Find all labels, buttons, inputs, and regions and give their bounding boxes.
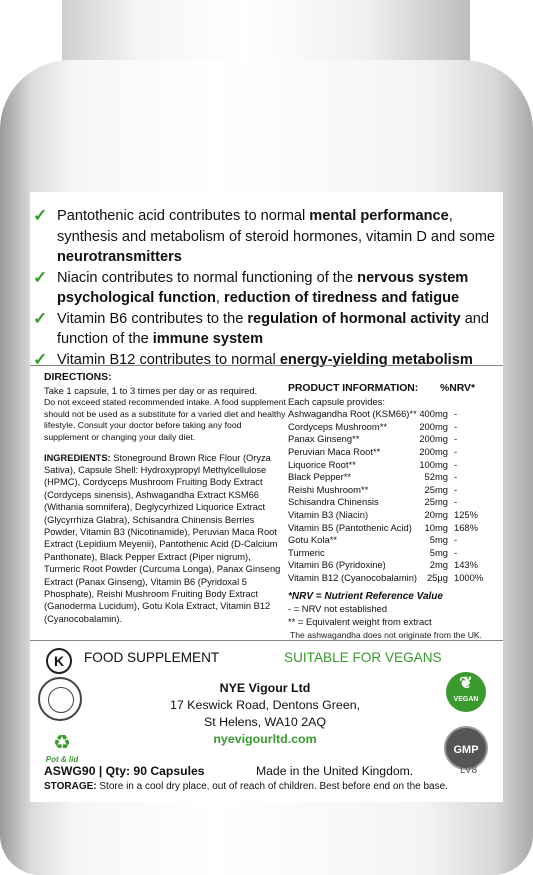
- food-supplement-row: [44, 648, 494, 670]
- benefit-item: ✓ Niacin contributes to normal functioning of the nervous system psychological function, reduction of tiredness and fatigue: [33, 267, 469, 306]
- ingredient-amount: 10mg: [424, 521, 448, 533]
- ingredient-amount: 200mg: [419, 445, 448, 457]
- ingredient-nrv: -: [454, 471, 458, 483]
- ingredient-name: Ashwagandha Root (KSM66)**: [288, 408, 417, 420]
- leaf-icon: ❦: [459, 675, 473, 692]
- vegan-badge-icon: ❦ VEGAN: [446, 672, 486, 712]
- ingredient-name: Turmeric: [288, 546, 325, 558]
- ingredient-amount: 52mg: [424, 471, 448, 483]
- checkmark-icon: ✓: [33, 206, 48, 225]
- ingredient-amount: 20mg: [424, 508, 448, 520]
- divider: [30, 365, 503, 366]
- ingredient-row: [288, 534, 503, 547]
- company-website: nyevigourltd.com: [213, 732, 317, 746]
- directions-ingredients: [44, 372, 288, 625]
- recycle-icon: ♻ Pot & lid: [40, 730, 84, 764]
- ingredient-amount: 25mg: [424, 483, 448, 495]
- product-info-subheading: Each capsule provides:: [288, 395, 385, 407]
- ingredient-nrv: -: [454, 433, 458, 445]
- ingredient-amount: 5mg: [429, 546, 448, 558]
- ingredient-nrv: -: [454, 483, 458, 495]
- nrv-note: *NRV = Nutrient Reference Value: [288, 590, 443, 602]
- ingredient-nrv: 1000%: [454, 571, 484, 583]
- ingredient-name: Vitamin B5 (Pantothenic Acid): [288, 521, 412, 533]
- sku-label: ASWG90 | Qty: 90 Capsules: [44, 764, 205, 778]
- pot-lid-label: Pot & lid: [45, 755, 79, 764]
- ingredient-name: Liquorice Root**: [288, 458, 356, 470]
- kosher-icon: K: [46, 648, 72, 674]
- ingredient-amount: 400mg: [419, 408, 448, 420]
- divider: [30, 640, 503, 641]
- company-address-1: 17 Keswick Road, Dentons Green,: [169, 698, 361, 712]
- nrv-note-2: ** = Equivalent weight from extract: [288, 615, 432, 627]
- ingredient-amount: 5mg: [429, 534, 448, 546]
- ingredient-name: Schisandra Chinensis: [288, 496, 379, 508]
- ingredient-name: Vitamin B6 (Pyridoxine): [288, 559, 386, 571]
- benefit-item: ✓ Vitamin B6 contributes to the regulation of hormonal activity and function of the immune system: [33, 308, 490, 347]
- product-label: [30, 192, 503, 802]
- ingredient-nrv: -: [454, 420, 458, 432]
- ingredient-nrv: -: [454, 534, 458, 546]
- ingredient-amount: 200mg: [419, 420, 448, 432]
- food-supplement-label: FOOD SUPPLEMENT: [84, 650, 220, 665]
- ingredient-table: [288, 408, 503, 584]
- ingredient-name: Cordyceps Mushroom**: [288, 420, 387, 432]
- ingredient-row: [288, 572, 503, 585]
- lot-code: LV8: [460, 765, 478, 776]
- benefit-item: ✓ Vitamin B12 contributes to normal energy-yielding metabolism: [33, 349, 473, 369]
- gmp-badge-icon: GMP: [444, 726, 488, 770]
- ingredients-heading: INGREDIENTS:: [44, 452, 111, 463]
- ingredient-name: Reishi Mushroom**: [288, 483, 369, 495]
- ingredient-nrv: -: [454, 445, 458, 457]
- ingredient-nrv: -: [454, 408, 458, 420]
- storage-info: STORAGE: Store in a cool dry place, out of reach of children. Best before end on the base.: [44, 781, 448, 792]
- ingredient-amount: 25µg: [426, 571, 448, 583]
- ingredient-row: [288, 408, 503, 421]
- ingredient-row: [288, 496, 503, 509]
- benefit-list: [30, 206, 500, 370]
- ingredient-name: Peruvian Maca Root**: [288, 445, 381, 457]
- ingredient-row: [288, 421, 503, 434]
- origin-note: The ashwagandha does not originate from the UK.: [290, 630, 483, 640]
- ingredient-row: [288, 446, 503, 459]
- ingredient-nrv: 168%: [454, 521, 478, 533]
- benefit-item: ✓ Pantothenic acid contributes to normal mental performance, synthesis and metabolism of steroid hormones, vitamin D and some neurotransmitters: [33, 206, 496, 265]
- ingredient-nrv: 143%: [454, 559, 478, 571]
- company-info: [150, 680, 380, 748]
- ingredient-amount: 2mg: [429, 559, 448, 571]
- directions-text: Take 1 capsule, 1 to 3 times per day or as required.: [44, 384, 258, 396]
- checkmark-icon: ✓: [33, 267, 48, 287]
- ingredient-name: Vitamin B3 (Niacin): [288, 508, 369, 520]
- directions-warning: Do not exceed stated recommended intake. A food supplement should not be used as a substitute for a varied diet and healthy lifestyle. Consult your doctor before taking any food supplement or changing your daily diet.: [44, 397, 286, 442]
- ingredient-amount: 200mg: [419, 433, 448, 445]
- ingredient-nrv: -: [454, 546, 458, 558]
- vegan-label: SUITABLE FOR VEGANS: [284, 650, 442, 665]
- company-address-2: St Helens, WA10 2AQ: [203, 715, 327, 729]
- product-information: [288, 383, 503, 628]
- ingredient-amount: 100mg: [419, 458, 448, 470]
- ingredient-amount: 25mg: [424, 496, 448, 508]
- checkmark-icon: ✓: [33, 349, 48, 369]
- sku-row: [44, 764, 494, 778]
- ingredient-name: Gotu Kola**: [288, 534, 337, 546]
- ingredient-row: [288, 459, 503, 472]
- nrv-note-1: - = NRV not established: [288, 603, 388, 615]
- product-info-heading: PRODUCT INFORMATION: %NRV*: [288, 383, 475, 394]
- ingredient-name: Black Pepper**: [288, 471, 352, 483]
- ingredient-row: [288, 484, 503, 497]
- directions-heading: DIRECTIONS:: [44, 372, 112, 383]
- company-name: NYE Vigour Ltd: [219, 681, 311, 695]
- ingredient-nrv: -: [454, 458, 458, 470]
- ingredient-row: [288, 433, 503, 446]
- made-in-label: Made in the United Kingdom.: [256, 764, 414, 778]
- ingredient-name: Panax Ginseng**: [288, 433, 360, 445]
- checkmark-icon: ✓: [33, 308, 48, 328]
- ingredient-row: [288, 559, 503, 572]
- ingredient-nrv: -: [454, 496, 458, 508]
- ingredient-row: [288, 509, 503, 522]
- ingredients-text: INGREDIENTS: Stoneground Brown Rice Flour (Oryza Sativa), Capsule Shell: Hydroxypropyl Methylcellulose (HPMC), Cordyceps Mushroom Fruiting Body Extract (Cordyceps sinensis), Ashwagandha Extract KSM66 (Withania somnifera), Deglycyrhized Liquorice Extract (Glycyrrhiza Glabra), Schisandra Chinensis Berries Powder, Vitamin B3 (Nicotinamide), Peruvian Maca Root Extract (Lepidium Meyenii), Pantothenic Acid (D-Calcium Panthonate), Black Pepper Extract (Piper nigrum), Turmeric Root Powder (Curcuma Longa), Panax Ginseng Extract (Panax Ginseng), Vitamin B6 (Pyridoxal 5 Phosphate), Reishi Mushroom Fruiting Body Extract (Ganoderma Lucidum), Gotu Kola Extract, Vitamin B12 (Cyanocobalamin).: [44, 452, 281, 624]
- ingredient-nrv: 125%: [454, 508, 478, 520]
- halal-icon: [38, 677, 82, 721]
- ingredient-row: [288, 547, 503, 560]
- ingredient-row: [288, 471, 503, 484]
- ingredient-row: [288, 522, 503, 535]
- ingredient-name: Vitamin B12 (Cyanocobalamin): [288, 571, 418, 583]
